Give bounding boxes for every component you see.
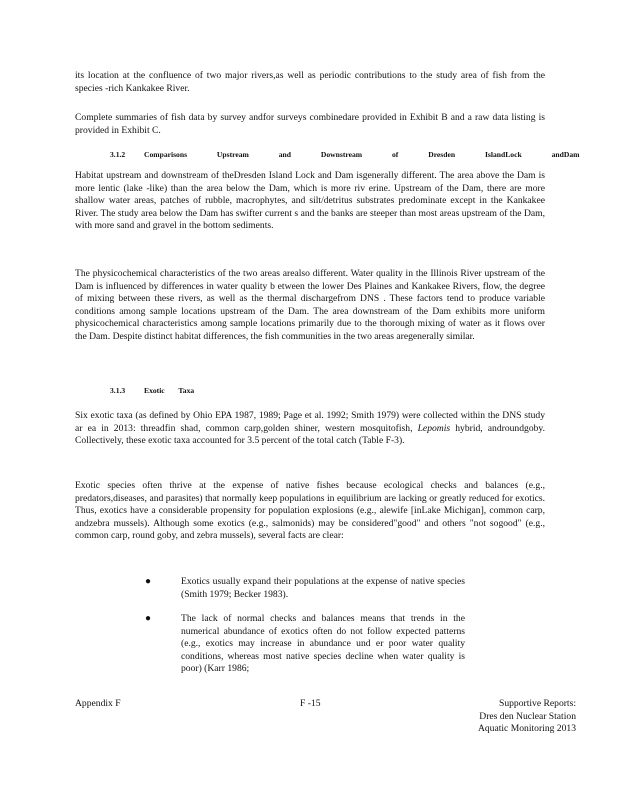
paragraph-habitat: Habitat upstream and downstream of theDresden Island Lock and Dam isgenerally different. The area above the Dam is more lentic (lake -like) than the area below the Dam, which is more riv erine. Upstream of the Dam, there are more shallow water areas, patches of rubble, macrophytes, and silt/detritus substrates predominate except in the Kankakee River. The study area below the Dam has swifter current s and the banks are steeper than most areas upstream of the Dam, with more sand and gravel in the bottom sediments. — [75, 170, 545, 231]
bullet-icon: ● — [145, 613, 152, 624]
paragraph-exotic-species: Exotic species often thrive at the expense of native fishes because ecological checks and balances (e.g., predators,diseases, and parasites) that normally keep populations in equilibrium are lacking or greatly reduced for exotics. Thus, exotics have a considerable propensity for population explosions (e.g., alewife [inLake Michigan], common carp, andzebra mussels). Although some exotics (e.g., salmonids) may be considered"good" and others "not sogood" (e.g., common carp, round goby, and zebra mussels), several facts are clear: — [75, 480, 545, 541]
list-item — [145, 576, 465, 601]
paragraph-summaries: Complete summaries of fish data by survey andfor surveys combinedare provided in Exhibit B and a raw data listing is provided in Exhibit C. — [75, 112, 545, 136]
footer-report-info — [478, 698, 576, 736]
section-title: Comparisons Upstream and Downstream of Dresden IslandLock andDam — [144, 150, 580, 159]
footer-report-line: Dres den Nuclear Station — [479, 710, 576, 722]
bullet-icon: ● — [145, 576, 152, 587]
paragraph-text: hybrid, androundgoby. Collectively, these exotic taxa accounted for 3.5 percent of the total catch (Table F-3). — [75, 422, 545, 446]
paragraph-physicochemical: The physicochemical characteristics of the two areas arealso different. Water quality in the Illinois River upstream of the Dam is influenced by differences in water quality b etween the lower Des Plaines and Kankakee Rivers, flow, the degree of mixing between these rivers, as well as the thermal dischargefrom DNS . These factors tend to produce variable conditions among sample locations upstream of the Dam. The area downstream of the Dam exhibits more uniform physicochemical characteristics among sample locations primarily due to the thorough mixing of water as it flows over the Dam. Despite distinct habitat differences, the fish communities in the two areas aregenerally similar. — [75, 268, 545, 342]
section-heading-3-1-3 — [110, 386, 194, 395]
list-item — [145, 613, 465, 676]
bullet-list — [145, 576, 465, 688]
footer-report-line: Supportive Reports: — [498, 698, 576, 709]
paragraph-text: Six exotic taxa (as defined by Ohio EPA 1987, 1989; Page et al. 1992; Smith 1979) were collected within the DNS study ar ea in 2013: threadfin shad, common carp,golden shiner, western mosquitofish, — [75, 410, 545, 434]
section-number: 3.1.3 — [110, 386, 126, 395]
footer-appendix: Appendix F — [75, 698, 121, 709]
section-title: Exotic Taxa — [144, 386, 195, 395]
list-item-text: Exotics usually expand their populations at the expense of native species (Smith 1979; Becker 1983). — [181, 576, 465, 600]
paragraph-location: its location at the confluence of two major rivers,as well as periodic contributions to the study area of fish from the species -rich Kankakee River. — [75, 70, 545, 94]
footer-report-line: Aquatic Monitoring 2013 — [477, 723, 576, 734]
section-number: 3.1.2 — [110, 150, 126, 159]
footer-page-number: F -15 — [300, 698, 321, 709]
list-item-text: The lack of normal checks and balances means that trends in the numerical abundance of exotics often do not follow expected patterns (e.g., exotics may increase in abundance und er poor water quality conditions, whereas most native species decline when water quality is poor) (Karr 1986; — [181, 613, 465, 674]
genus-name: Lepomis — [417, 422, 451, 434]
section-heading-3-1-2 — [110, 150, 579, 159]
paragraph-exotic-taxa — [75, 410, 545, 448]
